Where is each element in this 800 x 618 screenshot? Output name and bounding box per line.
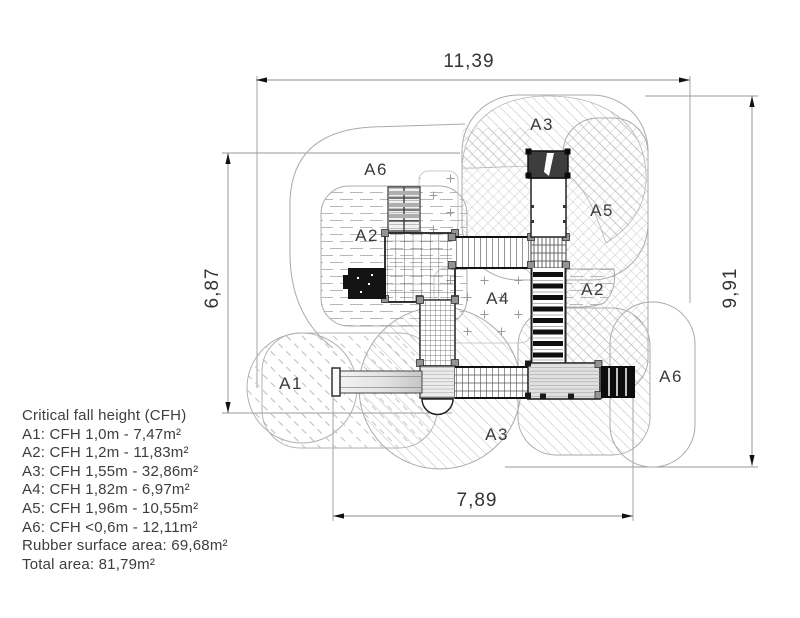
walkway [525,361,602,400]
zone-label-a6-topleft: A6 [364,160,388,179]
landing [420,366,455,398]
zone-label-a6-right: A6 [659,367,683,386]
zone-label-a2-right: A2 [581,280,605,299]
dimension-right-value: 9,91 [720,267,741,309]
cfh-legend [22,407,228,574]
climbing-bars [601,366,635,398]
legend-item-a2: A2: CFH 1,2m - 11,83m² [22,444,189,462]
zone-label-a5-right: A5 [590,201,614,220]
net-segment [528,234,570,269]
dimension-top-value: 11,39 [443,51,495,72]
zone-label-a3-top: A3 [530,115,554,134]
staircase [531,268,566,365]
legend-rubber-area: Rubber surface area: 69,68m² [22,537,228,555]
tower [526,149,571,238]
play-panel [343,268,386,299]
legend-item-a5: A5: CFH 1,96m - 10,55m² [22,499,199,517]
dimension-left-value: 6,87 [202,267,223,309]
legend-item-a6: A6: CFH <0,6m - 12,11m² [22,518,198,536]
dimension-bottom-value: 7,89 [456,490,498,511]
ladder [388,187,420,233]
legend-item-a3: A3: CFH 1,55m - 32,86m² [22,462,199,480]
slide [332,368,422,396]
zone-label-a1-left: A1 [279,374,303,393]
climbing-net [417,297,459,367]
zone-label-a4-center: A4 [486,289,510,308]
bridge-bottom [455,367,528,398]
legend-title: Critical fall height (CFH) [22,407,187,424]
zone-label-a3-bottom: A3 [485,425,509,444]
bridge-top [449,234,532,269]
slide-end [332,368,340,396]
legend-total-area: Total area: 81,79m² [22,555,156,573]
platform [382,230,459,303]
legend-item-a4: A4: CFH 1,82m - 6,97m² [22,481,190,499]
zone-label-a2-left: A2 [355,226,379,245]
zone-a4-patch-top [419,171,458,234]
legend-item-a1: A1: CFH 1,0m - 7,47m² [22,425,182,443]
